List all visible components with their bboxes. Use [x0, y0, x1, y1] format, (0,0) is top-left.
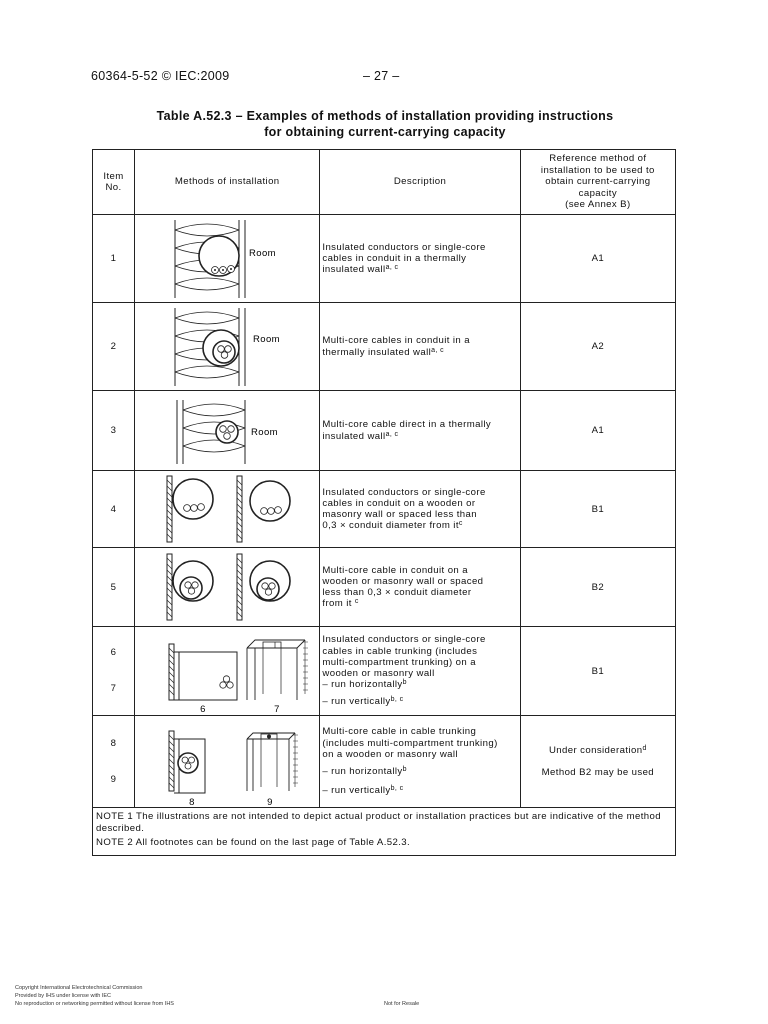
item-number: 8: [110, 737, 117, 749]
conduit-on-wall-diagram: [135, 472, 320, 547]
method-illustration: [135, 391, 320, 471]
insulated-wall-conduit-diagram: [135, 216, 320, 302]
table-row: [93, 627, 676, 716]
table-title-line2: for obtaining current-carrying capacity: [264, 125, 506, 139]
reference-method: A2: [520, 303, 675, 391]
note-1: NOTE 1 The illustrations are not intended to depict actual product or installation practices but are indicative of the method described.: [96, 811, 661, 834]
multicore-trunking-diagram: [135, 717, 320, 807]
item-number: 7: [110, 683, 117, 694]
method-illustration: [135, 627, 320, 716]
figure-label: 6: [200, 703, 206, 715]
table-row: [93, 215, 676, 303]
insulated-wall-direct-cable-diagram: [135, 392, 320, 470]
figure-label: 8: [189, 796, 195, 807]
description-cell: Insulated conductors or single-core cables in conduit in a thermally insulated wall$^{a, c}$: [320, 215, 520, 303]
figure-label: 9: [267, 796, 273, 807]
table-row: [93, 548, 676, 627]
room-label: Room: [253, 333, 281, 345]
footnote-ref: a, c: [385, 264, 399, 272]
table-title-line1: Table A.52.3 – Examples of methods of installation providing instructions: [156, 109, 614, 123]
table-row: [93, 716, 676, 808]
multicore-conduit-on-wall-diagram: [135, 549, 320, 626]
item-number: 3: [93, 391, 135, 471]
room-label: Room: [249, 247, 277, 259]
insulated-wall-multicore-conduit-diagram: [135, 304, 320, 390]
footnote-ref: a, c: [385, 430, 399, 438]
description-cell: Insulated conductors or single-core cables in cable trunking (includes multi-compartment trunking) on a wooden or masonry wall – run horizontally$^b$ – run vertically$^{b, c}$: [320, 627, 520, 716]
item-number: 5: [93, 548, 135, 627]
description-cell: Multi-core cable in conduit on a wooden or masonry wall or spaced less than 0,3 × conduit diameter from it $^c$: [320, 548, 520, 627]
footnote-ref: b, c: [390, 785, 404, 793]
method-illustration: [135, 471, 320, 548]
item-number-stack: [93, 716, 135, 808]
room-label: Room: [251, 426, 279, 438]
reference-method: B1: [520, 627, 675, 716]
item-number: 1: [93, 215, 135, 303]
footnote-ref: c: [354, 598, 359, 606]
reproduction-line: No reproduction or networking permitted without license from IHS: [15, 1001, 174, 1007]
footnote-ref: b: [402, 679, 407, 687]
footnote-ref: d: [642, 744, 647, 752]
item-number-stack: [93, 627, 135, 716]
table-title: [90, 108, 680, 140]
table-row: [93, 471, 676, 548]
table-row: [93, 391, 676, 471]
reference-method: A1: [520, 391, 675, 471]
installation-methods-table: [92, 149, 676, 856]
method-illustration: [135, 215, 320, 303]
footnote-ref: c: [458, 520, 463, 528]
description-cell: Multi-core cable in cable trunking (includes multi-compartment trunking) on a wooden or masonry wall – run horizontally$^b$ – run vertically$^{b, c}$: [320, 716, 520, 808]
license-line: Provided by IHS under license with IEC: [15, 993, 111, 999]
document-id: 60364-5-52 © IEC:2009: [91, 69, 230, 83]
method-illustration: [135, 716, 320, 808]
figure-label: 7: [274, 703, 280, 715]
reference-method: Under consideration$^d$ Method B2 may be used: [520, 716, 675, 808]
description-cell: Insulated conductors or single-core cables in conduit on a wooden or masonry wall or spaced less than 0,3 × conduit diameter from $it^c$: [320, 471, 520, 548]
item-number: 6: [110, 647, 117, 658]
reference-method: A1: [520, 215, 675, 303]
footnote-ref: a, c: [431, 346, 445, 354]
description-cell: Multi-core cable direct in a thermally insulated wall$^{a, c}$: [320, 391, 520, 471]
page-number: – 27 –: [363, 69, 400, 83]
header-item-no: Item No.: [93, 150, 135, 215]
not-for-resale: Not for Resale: [384, 1001, 420, 1007]
copyright-line: Copyright International Electrotechnical Commission: [15, 985, 143, 991]
header-methods: Methods of installation: [135, 150, 320, 215]
reference-method: B1: [520, 471, 675, 548]
reference-method: B2: [520, 548, 675, 627]
item-number: 4: [93, 471, 135, 548]
table-row: [93, 303, 676, 391]
item-number: 2: [93, 303, 135, 391]
table-header-row: [93, 150, 676, 215]
table-notes: [93, 808, 676, 856]
header-description: Description: [320, 150, 520, 215]
header-reference: Reference method of installation to be used to obtain current-carrying capacity (see Annex B): [520, 150, 675, 215]
item-number: 9: [110, 773, 117, 785]
table-notes-row: [93, 808, 676, 856]
method-illustration: [135, 303, 320, 391]
footnote-ref: b: [402, 766, 407, 774]
cable-trunking-diagram: [135, 628, 320, 715]
method-illustration: [135, 548, 320, 627]
footnote-ref: b, c: [390, 696, 404, 704]
description-cell: Multi-core cables in conduit in a thermally insulated wall$^{a, c}$: [320, 303, 520, 391]
note-2: NOTE 2 All footnotes can be found on the last page of Table A.52.3.: [96, 837, 411, 848]
